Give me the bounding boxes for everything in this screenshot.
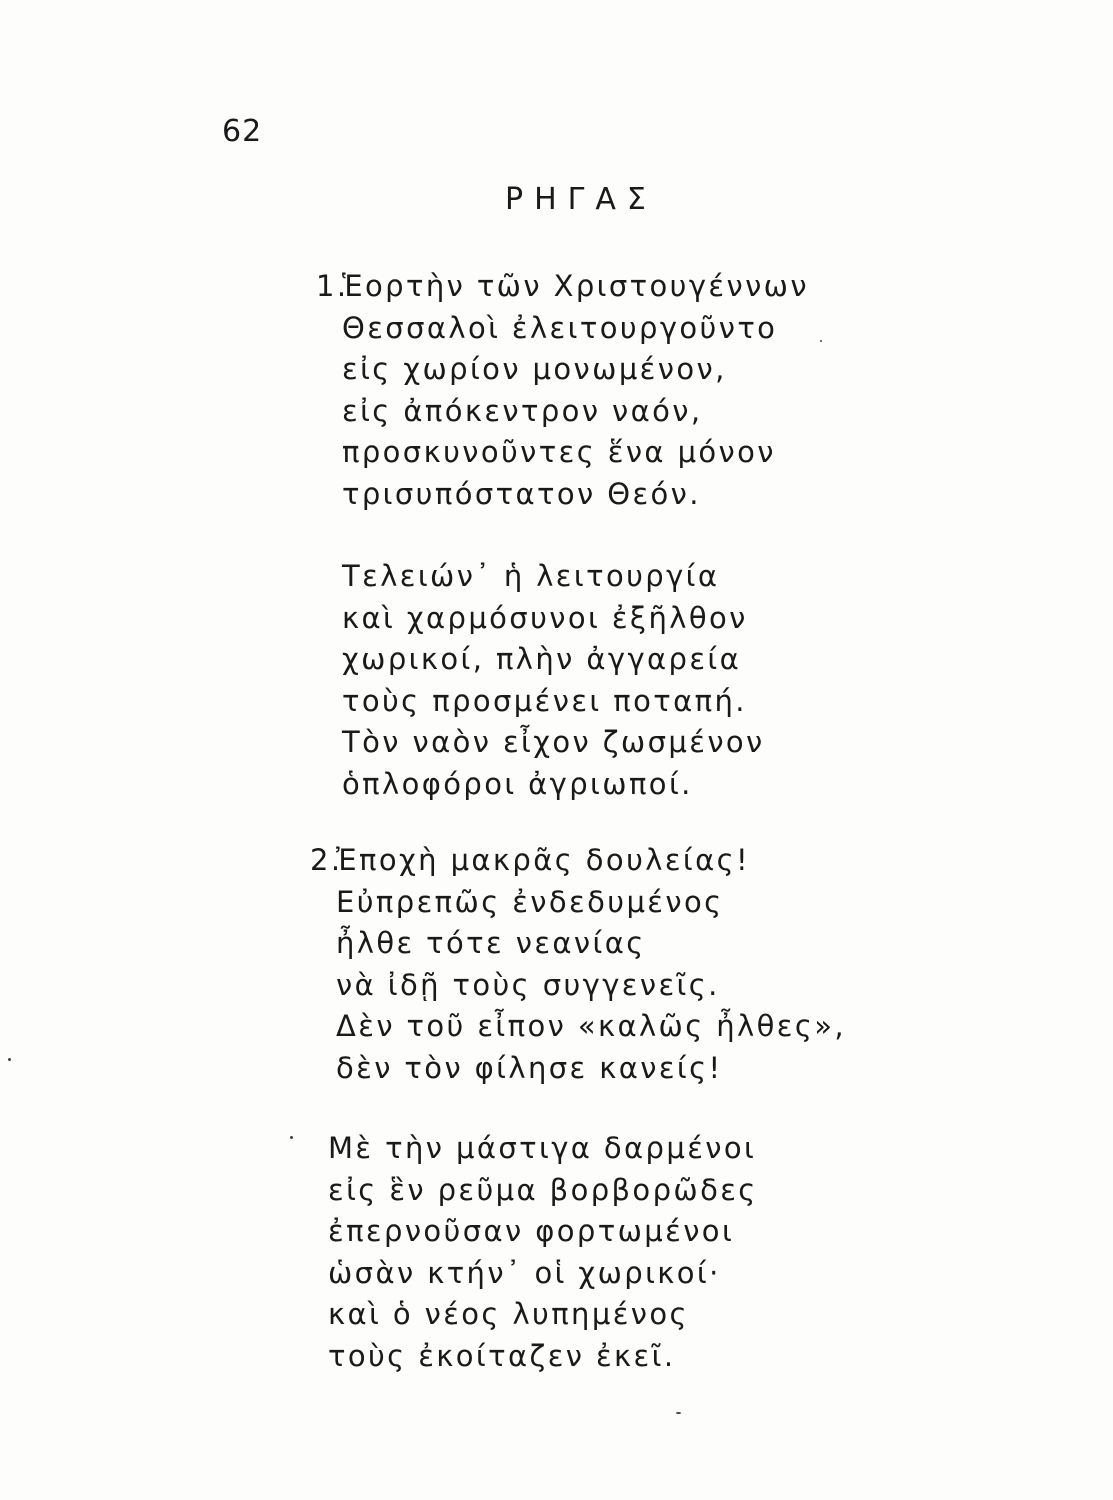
stanza-3 xyxy=(310,840,846,1089)
stanza-number: 1. xyxy=(316,269,349,303)
verse-line: εἰς χωρίον μονωμένον, xyxy=(342,352,727,386)
scan-speck xyxy=(676,1412,681,1414)
verse-line: Δὲν τοῦ εἶπον «καλῶς ἦλθες», xyxy=(336,1009,847,1043)
verse-line: ὡσὰν κτήν᾽ οἱ χωρικοί· xyxy=(328,1255,721,1290)
stanza-1 xyxy=(316,266,809,515)
verse-line: 2.Ἐποχὴ μακρᾶς δουλείας! xyxy=(310,840,846,882)
verse-line: ἦλθε τότε νεανίας xyxy=(336,926,646,960)
verse-line: Θεσσαλοὶ ἐλειτουργοῦντο xyxy=(342,310,778,345)
stanza-2 xyxy=(342,556,765,805)
verse-line: τοὺς ἐκοίταζεν ἐκεῖ. xyxy=(328,1338,676,1373)
verse-line: καὶ ὁ νέος λυπημένος xyxy=(328,1297,689,1331)
verse-line: εἰς ἀπόκεντρον ναόν, xyxy=(342,393,703,428)
scan-speck xyxy=(8,1058,11,1061)
verse-line: Εὐπρεπῶς ἐνδεδυμένος xyxy=(336,884,724,919)
verse-line: χωρικοί, πλὴν ἀγγαρεία xyxy=(342,642,742,676)
verse-line: Τελειών᾽ ἡ λειτουργία xyxy=(342,559,720,593)
stanza-number: 2. xyxy=(310,843,343,877)
verse-line: καὶ χαρμόσυνοι ἐξῆλθον xyxy=(342,600,748,635)
verse-line: Τὸν ναὸν εἶχον ζωσμένον xyxy=(342,725,765,759)
verse-line: δὲν τὸν φίλησε κανείς! xyxy=(336,1050,723,1085)
verse-line: ἐπερνοῦσαν φορτωμένοι xyxy=(328,1214,735,1248)
stanza-4 xyxy=(328,1128,758,1377)
verse-line: τρισυπόστατον Θεόν. xyxy=(342,476,701,511)
poem-title: ΡΗΓΑΣ xyxy=(505,182,657,217)
verse-line: ὁπλοφόροι ἀγριωποί. xyxy=(342,766,693,801)
scan-speck xyxy=(290,1136,293,1139)
verse-line: νὰ ἰδῇ τοὺς συγγενεῖς. xyxy=(336,967,720,1002)
verse-line: Μὲ τὴν μάστιγα δαρμένοι xyxy=(328,1131,757,1165)
verse-line: τοὺς προσμένει ποταπή. xyxy=(342,683,747,718)
verse-line: εἰς ἓν ρεῦμα βορβορῶδες xyxy=(328,1172,758,1207)
page-number: 62 xyxy=(222,114,263,149)
scan-speck xyxy=(820,340,822,342)
verse-line: προσκυνοῦντες ἕνα μόνον xyxy=(342,435,776,469)
verse-line: 1.Ἑορτὴν τῶν Χριστουγέννων xyxy=(316,266,809,308)
